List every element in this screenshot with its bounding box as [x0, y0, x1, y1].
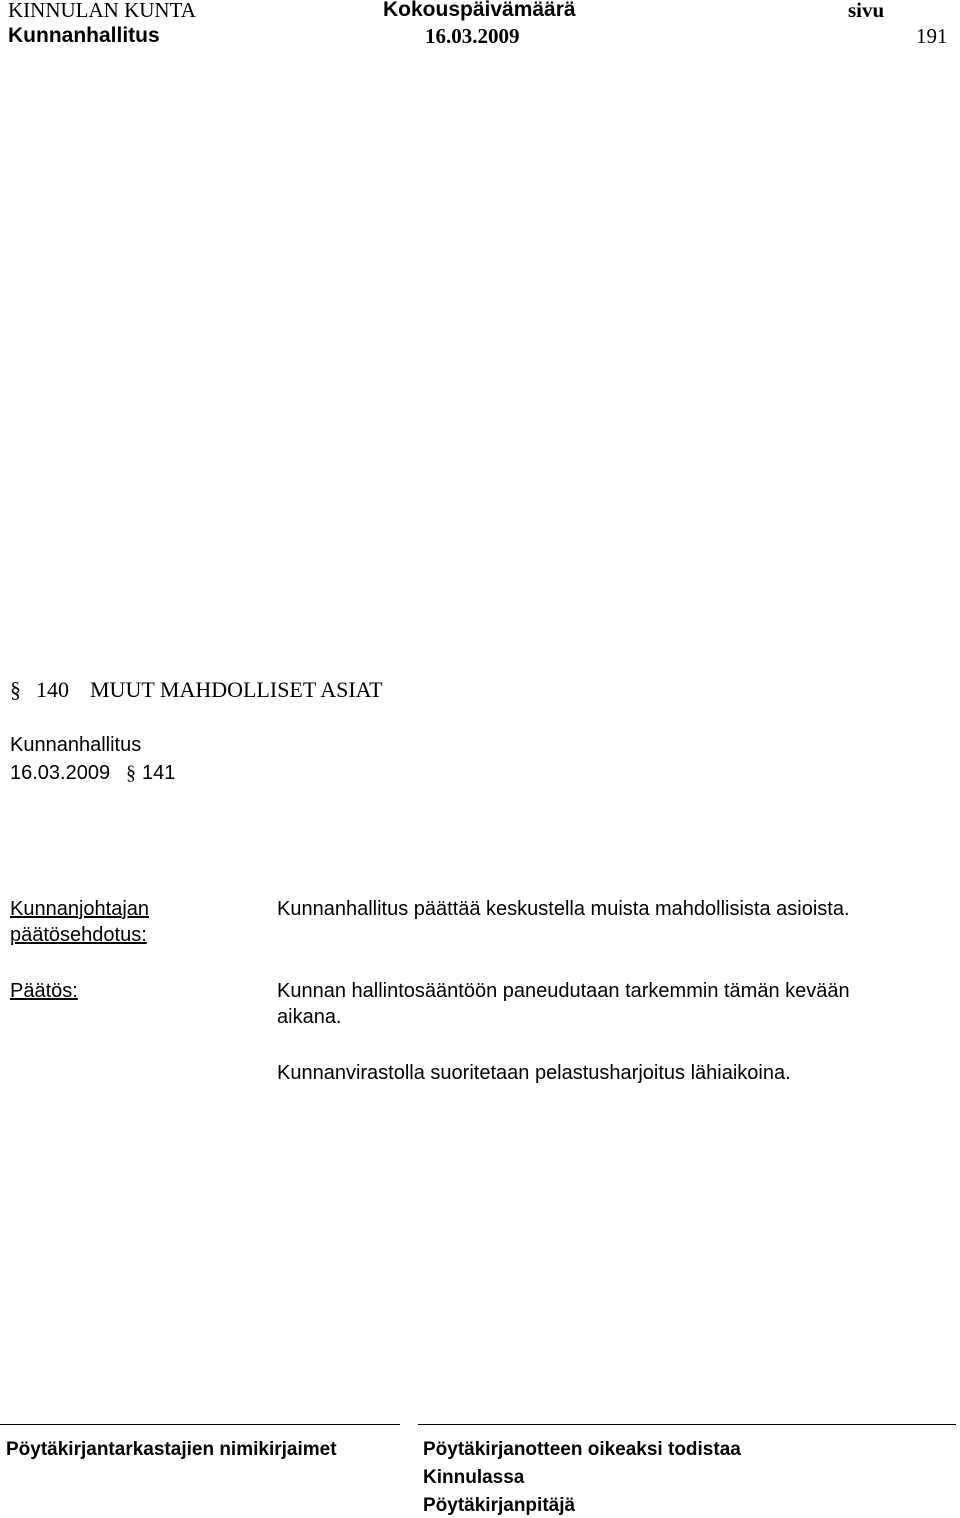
section-symbol: § — [10, 677, 21, 702]
proposal-label-line2: päätösehdotus: — [10, 924, 147, 946]
footer-certification-label: Pöytäkirjanotteen oikeaksi todistaa — [423, 1439, 741, 1460]
section-number: 140 — [36, 677, 69, 702]
footer-secretary-label: Pöytäkirjanpitäjä — [423, 1495, 576, 1516]
ref-body: Kunnanhallitus — [10, 734, 142, 756]
footer-place: Kinnulassa — [423, 1467, 525, 1488]
page-label: sivu — [848, 0, 885, 22]
ref-date: 16.03.2009 — [10, 762, 111, 784]
ref-number: 141 — [142, 762, 176, 784]
header-body: Kunnanhallitus — [8, 24, 160, 47]
page-number: 191 — [916, 24, 948, 48]
header-date: 16.03.2009 — [425, 24, 520, 48]
decision-paragraph-2: Kunnanvirastolla suoritetaan pelastusharjoitus lähiaikoina. — [277, 1062, 791, 1084]
proposal-text: Kunnanhallitus päättää keskustella muista mahdollisista asioista. — [277, 898, 850, 920]
footer-rule-left — [0, 1424, 400, 1425]
meeting-date-label: Kokouspäivämäärä — [383, 0, 576, 21]
decision-paragraph-1-line-1: Kunnan hallintosääntöön paneudutaan tarkemmin tämän kevään — [277, 980, 850, 1002]
proposal-label-line1: Kunnanjohtajan — [10, 898, 150, 920]
decision-paragraph-1-line-2: aikana. — [277, 1006, 342, 1028]
section-symbol: § — [126, 762, 136, 784]
decision-label: Päätös: — [10, 980, 78, 1002]
footer-rule-right — [418, 1424, 956, 1425]
org-name: KINNULAN KUNTA — [8, 0, 196, 22]
footer-initials-label: Pöytäkirjantarkastajien nimikirjaimet — [6, 1439, 337, 1460]
section-title: MUUT MAHDOLLISET ASIAT — [90, 677, 383, 702]
